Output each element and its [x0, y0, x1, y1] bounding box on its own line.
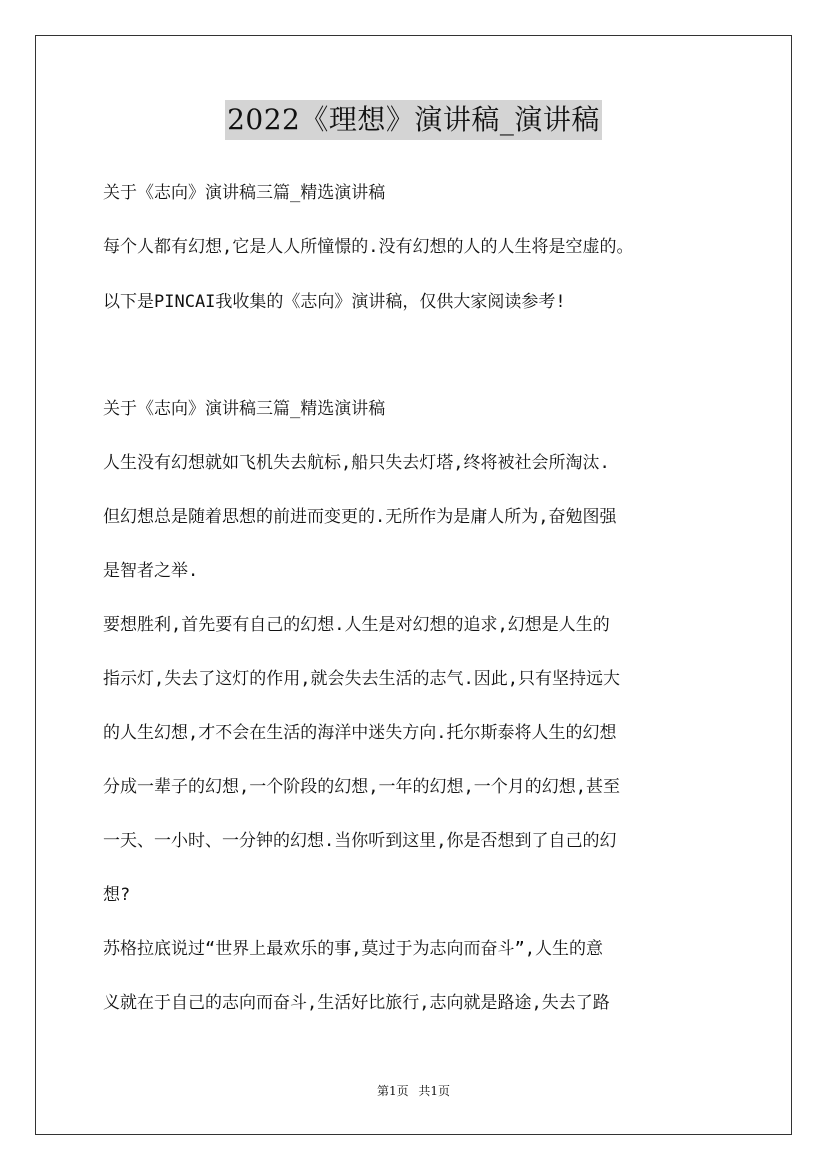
page-number: 第1页	[376, 1084, 409, 1098]
page-footer	[0, 1083, 827, 1099]
paragraph-line: 是智者之举.	[103, 561, 199, 581]
document-title: 2022《理想》演讲稿_演讲稿	[225, 100, 602, 140]
paragraph-line: 分成一辈子的幻想,一个阶段的幻想,一年的幻想,一个月的幻想,甚至	[103, 777, 620, 797]
paragraph-line: 义就在于自己的志向而奋斗,生活好比旅行,志向就是路途,失去了路	[103, 993, 610, 1013]
paragraph-line: 的人生幻想,才不会在生活的海洋中迷失方向.托尔斯泰将人生的幻想	[103, 723, 617, 743]
page-total: 共1页	[418, 1084, 451, 1098]
section-heading: 关于《志向》演讲稿三篇_精选演讲稿	[103, 183, 386, 203]
section-heading: 关于《志向》演讲稿三篇_精选演讲稿	[103, 399, 386, 419]
paragraph-line: 每个人都有幻想,它是人人所憧憬的.没有幻想的人的人生将是空虚的。	[103, 237, 634, 257]
paragraph-line: 以下是PINCAI我收集的《志向》演讲稿，仅供大家阅读参考!	[103, 292, 566, 312]
paragraph-line: 要想胜利,首先要有自己的幻想.人生是对幻想的追求,幻想是人生的	[103, 615, 610, 635]
paragraph-line: 想?	[103, 885, 131, 905]
paragraph-line: 一天、一小时、一分钟的幻想.当你听到这里,你是否想到了自己的幻	[103, 831, 617, 851]
title-container	[0, 100, 827, 140]
paragraph-line: 但幻想总是随着思想的前进而变更的.无所作为是庸人所为,奋勉图强	[103, 507, 617, 527]
paragraph-line: 人生没有幻想就如飞机失去航标,船只失去灯塔,终将被社会所淘汰.	[103, 453, 610, 473]
paragraph-line: 指示灯,失去了这灯的作用,就会失去生活的志气.因此,只有坚持远大	[103, 669, 620, 689]
paragraph-line: 苏格拉底说过“世界上最欢乐的事,莫过于为志向而奋斗”,人生的意	[103, 939, 603, 959]
